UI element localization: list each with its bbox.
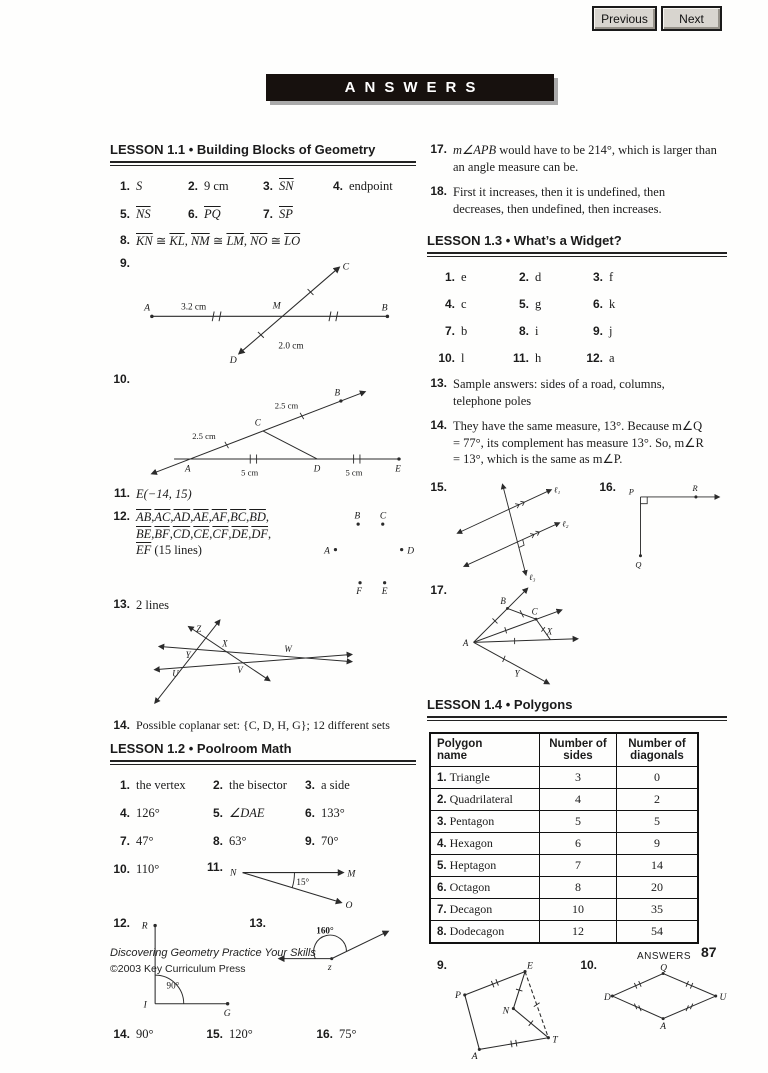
figure-label: A	[184, 463, 191, 474]
grid-item	[509, 322, 583, 340]
answer-text: g	[535, 297, 542, 311]
answer-text: i	[535, 324, 539, 338]
lines-row-1	[136, 509, 336, 526]
line-token: $\overline{DE}$ ,	[232, 527, 252, 541]
column-header: Number of sides	[540, 733, 617, 767]
item-number: 1.	[119, 179, 130, 193]
answer-text: $\overline{NS}$	[136, 207, 151, 221]
figure-label: A	[144, 302, 151, 313]
diagonals-cell: 5	[617, 810, 699, 832]
grid-item	[435, 349, 509, 367]
answer-text: E(−14, 15)	[136, 486, 192, 501]
measure-label: 2.0 cm	[278, 339, 304, 350]
figure-label: G	[223, 1009, 231, 1020]
answer-row	[110, 205, 416, 223]
figure-1-3-15	[453, 480, 573, 581]
answer-rest: would have to be 214°, which is larger than an angle measure can be.	[453, 143, 717, 174]
answer-text: the bisector	[229, 778, 287, 793]
item-number: 13.	[430, 376, 447, 390]
figure-label: N	[230, 867, 237, 879]
answer-text: S	[136, 179, 143, 193]
answer-text: 133°	[321, 806, 345, 821]
figure-label: X	[222, 637, 228, 648]
item-number: 5.	[212, 806, 223, 821]
sides-cell: 10	[540, 898, 617, 920]
sides-cell: 7	[540, 854, 617, 876]
lesson-1-4-heading: LESSON 1.4 • Polygons	[427, 697, 727, 718]
item-number: 16.	[599, 479, 616, 494]
item-number: 13.	[113, 597, 130, 611]
line-token: $\overline{CD}$ ,	[173, 527, 194, 541]
item-number: 12.	[113, 916, 130, 931]
figure-1-1-9	[136, 256, 414, 365]
sides-cell: 4	[540, 788, 617, 810]
answer-text: 70°	[321, 834, 339, 849]
table-row	[430, 788, 698, 810]
answer-item-17-fig	[427, 583, 727, 687]
item-number: 17.	[430, 582, 447, 597]
measure-label: 2.5 cm	[192, 430, 216, 441]
figure-label: D	[407, 546, 415, 557]
answer-text: the vertex	[136, 778, 186, 793]
left-column	[110, 142, 416, 1053]
figure-label: P	[628, 486, 634, 496]
figure-1-2-11	[229, 862, 359, 912]
answer-text: Possible coplanar set: {C, D, H, G}; 12 different sets	[136, 717, 390, 732]
figure-label: M	[272, 300, 281, 312]
figure-label: A	[462, 637, 469, 648]
answer-text	[136, 233, 416, 250]
angle-label: 160°	[316, 925, 334, 936]
figure-label: B	[334, 387, 341, 398]
polygon-name-cell: 3. Pentagon	[430, 810, 540, 832]
figure-label: V	[237, 664, 243, 675]
figure-label: U	[719, 992, 727, 1003]
segment: $\overline{KL}$	[169, 234, 185, 248]
polygon-table	[429, 732, 699, 944]
figure-1-4-9	[453, 958, 565, 1063]
figure-label: F	[356, 587, 363, 598]
item-number: 12.	[113, 509, 130, 523]
item-number: 5.	[119, 207, 130, 221]
column-header: Number of diagonals	[617, 733, 699, 767]
answer-text: k	[609, 297, 616, 311]
figure-label: Z	[196, 623, 202, 634]
segment: $\overline{LM}$	[226, 234, 244, 248]
item-number: 9.	[436, 957, 447, 972]
item-number: 7.	[119, 834, 130, 849]
answer-row	[110, 776, 416, 794]
answer-item-12	[110, 509, 416, 598]
item-number: 14.	[113, 1027, 130, 1042]
footer-page-number: 87	[701, 944, 717, 960]
item-number: 9.	[119, 255, 130, 270]
line-token: $\overline{AF}$ ,	[212, 510, 230, 524]
diagonals-cell: 35	[617, 898, 699, 920]
line-token: $\overline{CF}$ ,	[212, 527, 231, 541]
grid-item	[435, 322, 509, 340]
item-number: 1.	[444, 270, 455, 284]
item-number: 16.	[316, 1027, 333, 1042]
polygon-name-cell: 7. Decagon	[430, 898, 540, 920]
grid-item	[509, 295, 583, 313]
item-number: 6.	[592, 297, 603, 311]
diagonals-cell: 20	[617, 876, 699, 898]
line-token: $\overline{AB}$ ,	[136, 510, 154, 524]
figure-label: E	[395, 463, 401, 474]
answer-row	[110, 860, 416, 912]
polygon-name-cell: 2. Quadrilateral	[430, 788, 540, 810]
diagonals-cell: 0	[617, 766, 699, 788]
item-number: 1.	[119, 778, 130, 793]
figure-1-1-10	[136, 372, 408, 479]
grid-item	[435, 268, 509, 286]
answer-text: 120°	[229, 1027, 253, 1042]
answer-text: d	[535, 270, 542, 284]
lesson-1-2-heading: LESSON 1.2 • Poolroom Math	[110, 741, 416, 762]
lines-row-3	[136, 542, 336, 559]
figure-label: ℓ₁	[553, 484, 561, 494]
sides-cell: 6	[540, 832, 617, 854]
line-token: $\overline{BF}$ ,	[154, 527, 172, 541]
figure-1-4-10	[603, 964, 727, 1030]
item-number: 4.	[444, 297, 455, 311]
sides-cell: 3	[540, 766, 617, 788]
separator: ,	[243, 234, 251, 248]
figure-label: C	[254, 417, 261, 427]
answer-text: e	[461, 270, 467, 284]
table-row	[430, 898, 698, 920]
answer-item-9	[110, 256, 416, 365]
figure-label: R	[692, 483, 698, 493]
answer-text: 90°	[136, 1027, 154, 1042]
figure-label: E	[381, 587, 388, 598]
sides-cell: 12	[540, 920, 617, 943]
answer-text: a side	[321, 778, 350, 793]
item-number: 6.	[304, 806, 315, 821]
item-number: 5.	[518, 297, 529, 311]
item-number: 11.	[512, 351, 529, 365]
angle-label: 15°	[296, 877, 310, 888]
table-header-row	[430, 733, 698, 767]
line-token: $\overline{CE}$ ,	[193, 527, 212, 541]
item-number: 3.	[304, 778, 315, 793]
sides-cell: 5	[540, 810, 617, 832]
item-number: 8.	[119, 233, 130, 247]
figure-label: T	[552, 1034, 558, 1046]
figure-label: D	[229, 354, 237, 366]
figure-label: D	[313, 463, 321, 474]
previous-button[interactable]: Previous	[592, 6, 657, 31]
next-button[interactable]: Next	[661, 6, 722, 31]
item-number: 10.	[113, 862, 130, 877]
item-number: 3.	[262, 179, 273, 193]
measure-label: 3.2 cm	[181, 301, 207, 312]
figure-1-3-16	[622, 480, 727, 571]
polygon-name-cell: 8. Dodecagon	[430, 920, 540, 943]
figure-label: P	[455, 989, 461, 1001]
polygon-name-cell: 5. Heptagon	[430, 854, 540, 876]
congruent-symbol: ≅	[267, 234, 285, 248]
figure-label: ℓ₂	[562, 518, 569, 528]
figure-label: U	[172, 668, 179, 679]
answer-row	[110, 832, 416, 850]
segment: $\overline{LO}$	[284, 234, 301, 248]
item-number: 8.	[212, 834, 223, 849]
figure-label: N	[502, 1004, 510, 1016]
figure-label: C	[379, 511, 387, 522]
answer-text: First it increases, then it is undefined, then decreases, then undefined, then increases.	[453, 185, 666, 216]
item-number: 3.	[592, 270, 603, 284]
answer-text: b	[461, 324, 468, 338]
math-expression: m∠APB	[453, 143, 497, 157]
grid-item	[583, 349, 657, 367]
item-number: 13.	[249, 916, 266, 931]
item-number: 14.	[113, 717, 130, 732]
figure-label: z	[327, 962, 332, 974]
table-row	[430, 920, 698, 943]
table-row	[430, 832, 698, 854]
line-count: (15 lines)	[151, 543, 202, 557]
figure-label: C	[531, 606, 538, 617]
figure-1-3-17	[453, 587, 603, 687]
answer-text: h	[535, 351, 542, 365]
diagonals-cell: 9	[617, 832, 699, 854]
item-number: 7.	[262, 207, 273, 221]
answer-text: 9 cm	[204, 179, 229, 193]
answer-row	[110, 804, 416, 822]
column-header: Polygon name	[430, 733, 540, 767]
figure-label: C	[342, 261, 350, 273]
item-number: 9.	[304, 834, 315, 849]
answers-banner: ANSWERS	[266, 74, 554, 101]
figure-label: R	[141, 921, 148, 932]
footer-section-label: ANSWERS	[637, 951, 692, 962]
answer-text: 126°	[136, 806, 160, 821]
item-number: 11.	[206, 860, 223, 875]
angle-label: 90°	[166, 980, 180, 991]
polygon-name-cell: 6. Octagon	[430, 876, 540, 898]
answer-text	[453, 142, 727, 175]
polygon-name-cell: 1. Triangle	[430, 766, 540, 788]
answer-text	[136, 509, 336, 593]
answer-text: f	[609, 270, 614, 284]
answer-item-11	[110, 486, 416, 503]
figure-label: Q	[635, 560, 642, 569]
line-token: $\overline{BE}$ ,	[136, 527, 154, 541]
congruent-symbol: ≅	[152, 234, 170, 248]
figure-label: B	[381, 302, 388, 313]
item-number: 4.	[119, 806, 130, 821]
table-row	[430, 876, 698, 898]
answer-text: 110°	[136, 862, 160, 877]
line-token: $\overline{AC}$ ,	[154, 510, 173, 524]
answer-item-18	[427, 184, 727, 217]
grid-item	[583, 268, 657, 286]
segment: $\overline{NO}$	[250, 234, 268, 248]
measure-label: 5 cm	[241, 466, 259, 477]
item-number: 18.	[430, 184, 447, 198]
footer-copyright: ©2003 Key Curriculum Press	[110, 963, 246, 975]
answer-text: 75°	[339, 1027, 357, 1042]
answer-text: j	[609, 324, 613, 338]
answer-text: They have the same measure, 13°. Because m∠Q = 77°, its complement has measure 13°. So, m∠R = 13°, which is the same as m∠P.	[453, 419, 704, 466]
item-number: 12.	[586, 351, 603, 365]
item-number: 4.	[332, 179, 343, 193]
measure-label: 2.5 cm	[274, 399, 299, 410]
answer-text: 63°	[229, 834, 247, 849]
diagonals-cell: 2	[617, 788, 699, 810]
table-row	[430, 854, 698, 876]
item-number: 17.	[430, 142, 447, 156]
item-number: 10.	[113, 371, 130, 386]
measure-label: 5 cm	[345, 466, 363, 477]
answer-item-17	[427, 142, 727, 175]
figure-label: O	[345, 900, 353, 912]
figure-label: B	[500, 595, 506, 606]
diagonals-cell: 54	[617, 920, 699, 943]
answer-text: $\overline{SP}$	[279, 207, 293, 221]
item-number: 8.	[518, 324, 529, 338]
answer-text: 47°	[136, 834, 154, 849]
figure-1-1-12-points	[322, 509, 417, 596]
grid-item	[583, 295, 657, 313]
congruent-symbol: ≅	[209, 234, 227, 248]
figure-label: B	[354, 511, 361, 522]
answer-item-10	[110, 372, 416, 479]
separator: ,	[184, 234, 191, 248]
item-number: 10.	[580, 957, 597, 972]
answer-row	[110, 1025, 416, 1043]
line-token: $\overline{EF}$	[136, 543, 152, 557]
item-number: 6.	[187, 207, 198, 221]
figure-1-1-13	[146, 618, 356, 707]
answer-row	[427, 480, 727, 581]
figure-label: Y	[185, 649, 191, 660]
item-number: 7.	[444, 324, 455, 338]
figure-label: D	[603, 992, 611, 1003]
item-number: 15.	[430, 479, 447, 494]
diagonals-cell: 14	[617, 854, 699, 876]
answer-item-13	[427, 376, 727, 409]
answer-row	[427, 958, 727, 1063]
figure-label: W	[284, 643, 292, 654]
answer-item-14	[110, 718, 416, 734]
line-token: $\overline{AE}$ ,	[193, 510, 211, 524]
answer-text: 2 lines	[136, 598, 169, 612]
grid-item	[509, 349, 583, 367]
line-token: $\overline{BD}$ ,	[249, 510, 269, 524]
footer-book-title: Discovering Geometry Practice Your Skills	[110, 947, 316, 959]
answer-item-8	[110, 233, 416, 250]
item-number: 10.	[438, 351, 455, 365]
item-number: 2.	[187, 179, 198, 193]
line-token: $\overline{AD}$ ,	[174, 510, 194, 524]
answer-text: Sample answers: sides of a road, columns, telephone poles	[453, 377, 665, 408]
grid-item	[583, 322, 657, 340]
answer-text: a	[609, 351, 615, 365]
item-number: 15.	[206, 1027, 223, 1042]
item-number: 9.	[592, 324, 603, 338]
sides-cell: 8	[540, 876, 617, 898]
figure-label: A	[660, 1021, 667, 1032]
answer-row	[110, 177, 416, 195]
figure-label: Y	[514, 667, 520, 678]
answer-text: $\overline{PQ}$	[204, 207, 221, 221]
grid-item	[509, 268, 583, 286]
line-token: $\overline{DF}$ ,	[251, 527, 271, 541]
answer-text: endpoint	[349, 179, 393, 193]
figure-label: M	[347, 868, 356, 880]
grid-item	[435, 295, 509, 313]
lesson-1-1-heading: LESSON 1.1 • Building Blocks of Geometry	[110, 142, 416, 163]
figure-label: A	[471, 1050, 478, 1062]
item-number: 2.	[518, 270, 529, 284]
figure-label: I	[143, 1000, 147, 1011]
item-number: 14.	[430, 418, 447, 432]
item-number: 2.	[212, 778, 223, 793]
lines-row-2	[136, 526, 336, 543]
matching-grid	[427, 268, 727, 376]
figure-label: Q	[660, 963, 668, 974]
segment: $\overline{NM}$	[190, 234, 210, 248]
table-row	[430, 766, 698, 788]
item-number: 11.	[113, 485, 130, 500]
figure-label: E	[526, 960, 533, 972]
figure-label: A	[324, 546, 330, 557]
answer-text: l	[461, 351, 465, 365]
table-row	[430, 810, 698, 832]
answer-text: $\overline{SN}$	[279, 179, 294, 193]
line-token: $\overline{BC}$ ,	[230, 510, 249, 524]
answer-text: ∠DAE	[229, 806, 265, 821]
answer-item-14	[427, 418, 727, 468]
figure-label: X	[546, 625, 553, 636]
answer-text: c	[461, 297, 467, 311]
segment: $\overline{KN}$	[136, 234, 153, 248]
polygon-name-cell: 4. Hexagon	[430, 832, 540, 854]
lesson-1-3-heading: LESSON 1.3 • What’s a Widget?	[427, 233, 727, 254]
answer-item-13	[110, 597, 416, 614]
right-column	[427, 142, 727, 1073]
figure-label: ℓ₃	[529, 572, 536, 582]
